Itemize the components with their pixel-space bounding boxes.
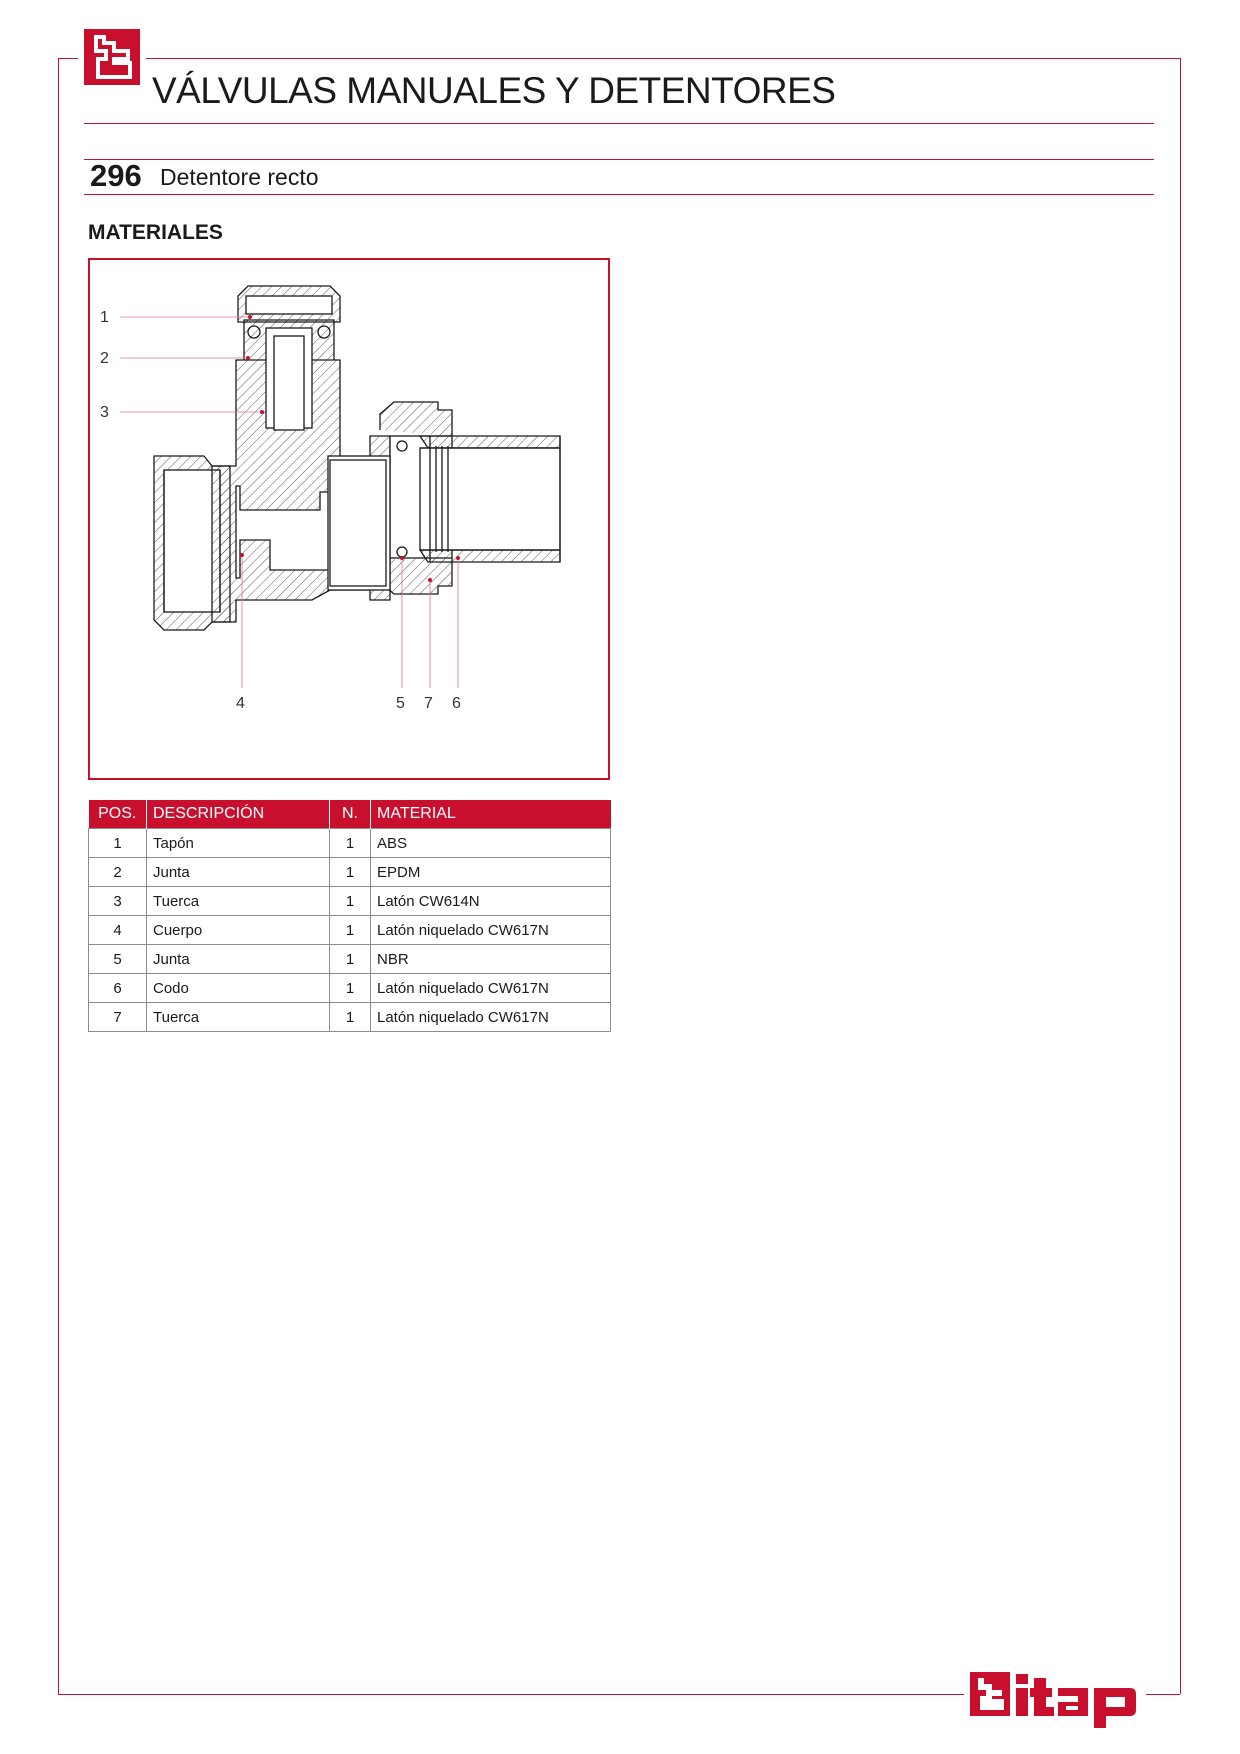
page-title: VÁLVULAS MANUALES Y DETENTORES (152, 70, 836, 111)
itap-logo-icon (968, 1666, 1140, 1730)
cell-pos: 2 (89, 858, 147, 887)
frame-bottom-line (58, 1694, 964, 1695)
callout-3: 3 (100, 404, 109, 421)
cell-pos: 3 (89, 887, 147, 916)
header-n: N. (330, 800, 371, 829)
cell-material: EPDM (371, 858, 611, 887)
header-rule (84, 123, 1154, 124)
cell-n: 1 (330, 829, 371, 858)
itap-logo (968, 1666, 1140, 1730)
cell-pos: 7 (89, 1003, 147, 1032)
table-row (89, 974, 611, 1003)
callout-4: 4 (236, 695, 245, 712)
valve-cross-section-drawing (88, 258, 610, 780)
cell-material: ABS (371, 829, 611, 858)
callout-7: 7 (424, 695, 433, 712)
product-rule-top (84, 159, 1154, 160)
cell-material: Latón niquelado CW617N (371, 974, 611, 1003)
header-material: MATERIAL (371, 800, 611, 829)
cell-n: 1 (330, 945, 371, 974)
cell-n: 1 (330, 858, 371, 887)
cell-n: 1 (330, 974, 371, 1003)
cell-desc: Junta (147, 858, 330, 887)
callout-1: 1 (100, 309, 109, 326)
cell-pos: 1 (89, 829, 147, 858)
table-row (89, 945, 611, 974)
cell-pos: 6 (89, 974, 147, 1003)
frame-left-line (58, 58, 59, 1694)
cell-material: Latón niquelado CW617N (371, 1003, 611, 1032)
cell-desc: Tuerca (147, 887, 330, 916)
frame-right-line (1180, 58, 1181, 1694)
table-row (89, 858, 611, 887)
header-logo-icon (84, 29, 140, 85)
cell-desc: Tapón (147, 829, 330, 858)
product-rule-bottom (84, 194, 1154, 195)
cell-n: 1 (330, 916, 371, 945)
cell-material: Latón CW614N (371, 887, 611, 916)
product-code: 296 (90, 158, 142, 193)
valve-drawing-svg (90, 260, 608, 778)
table-row (89, 916, 611, 945)
materials-table (88, 800, 611, 1032)
header-desc: DESCRIPCIÓN (147, 800, 330, 829)
header-pos: POS. (89, 800, 147, 829)
cell-desc: Cuerpo (147, 916, 330, 945)
frame-top-left-tick (58, 58, 78, 59)
cell-material: NBR (371, 945, 611, 974)
cell-desc: Tuerca (147, 1003, 330, 1032)
table-row (89, 1003, 611, 1032)
cell-pos: 5 (89, 945, 147, 974)
frame-top-line (146, 58, 1180, 59)
cell-pos: 4 (89, 916, 147, 945)
cell-n: 1 (330, 1003, 371, 1032)
callout-2: 2 (100, 350, 109, 367)
cell-desc: Codo (147, 974, 330, 1003)
frame-bottom-right-tick (1146, 1694, 1180, 1695)
cell-desc: Junta (147, 945, 330, 974)
product-name: Detentore recto (160, 164, 319, 190)
callout-6: 6 (452, 695, 461, 712)
callout-5: 5 (396, 695, 405, 712)
section-title: MATERIALES (88, 221, 223, 244)
cell-material: Latón niquelado CW617N (371, 916, 611, 945)
table-header-row (89, 800, 611, 829)
table-row (89, 829, 611, 858)
table-row (89, 887, 611, 916)
cell-n: 1 (330, 887, 371, 916)
